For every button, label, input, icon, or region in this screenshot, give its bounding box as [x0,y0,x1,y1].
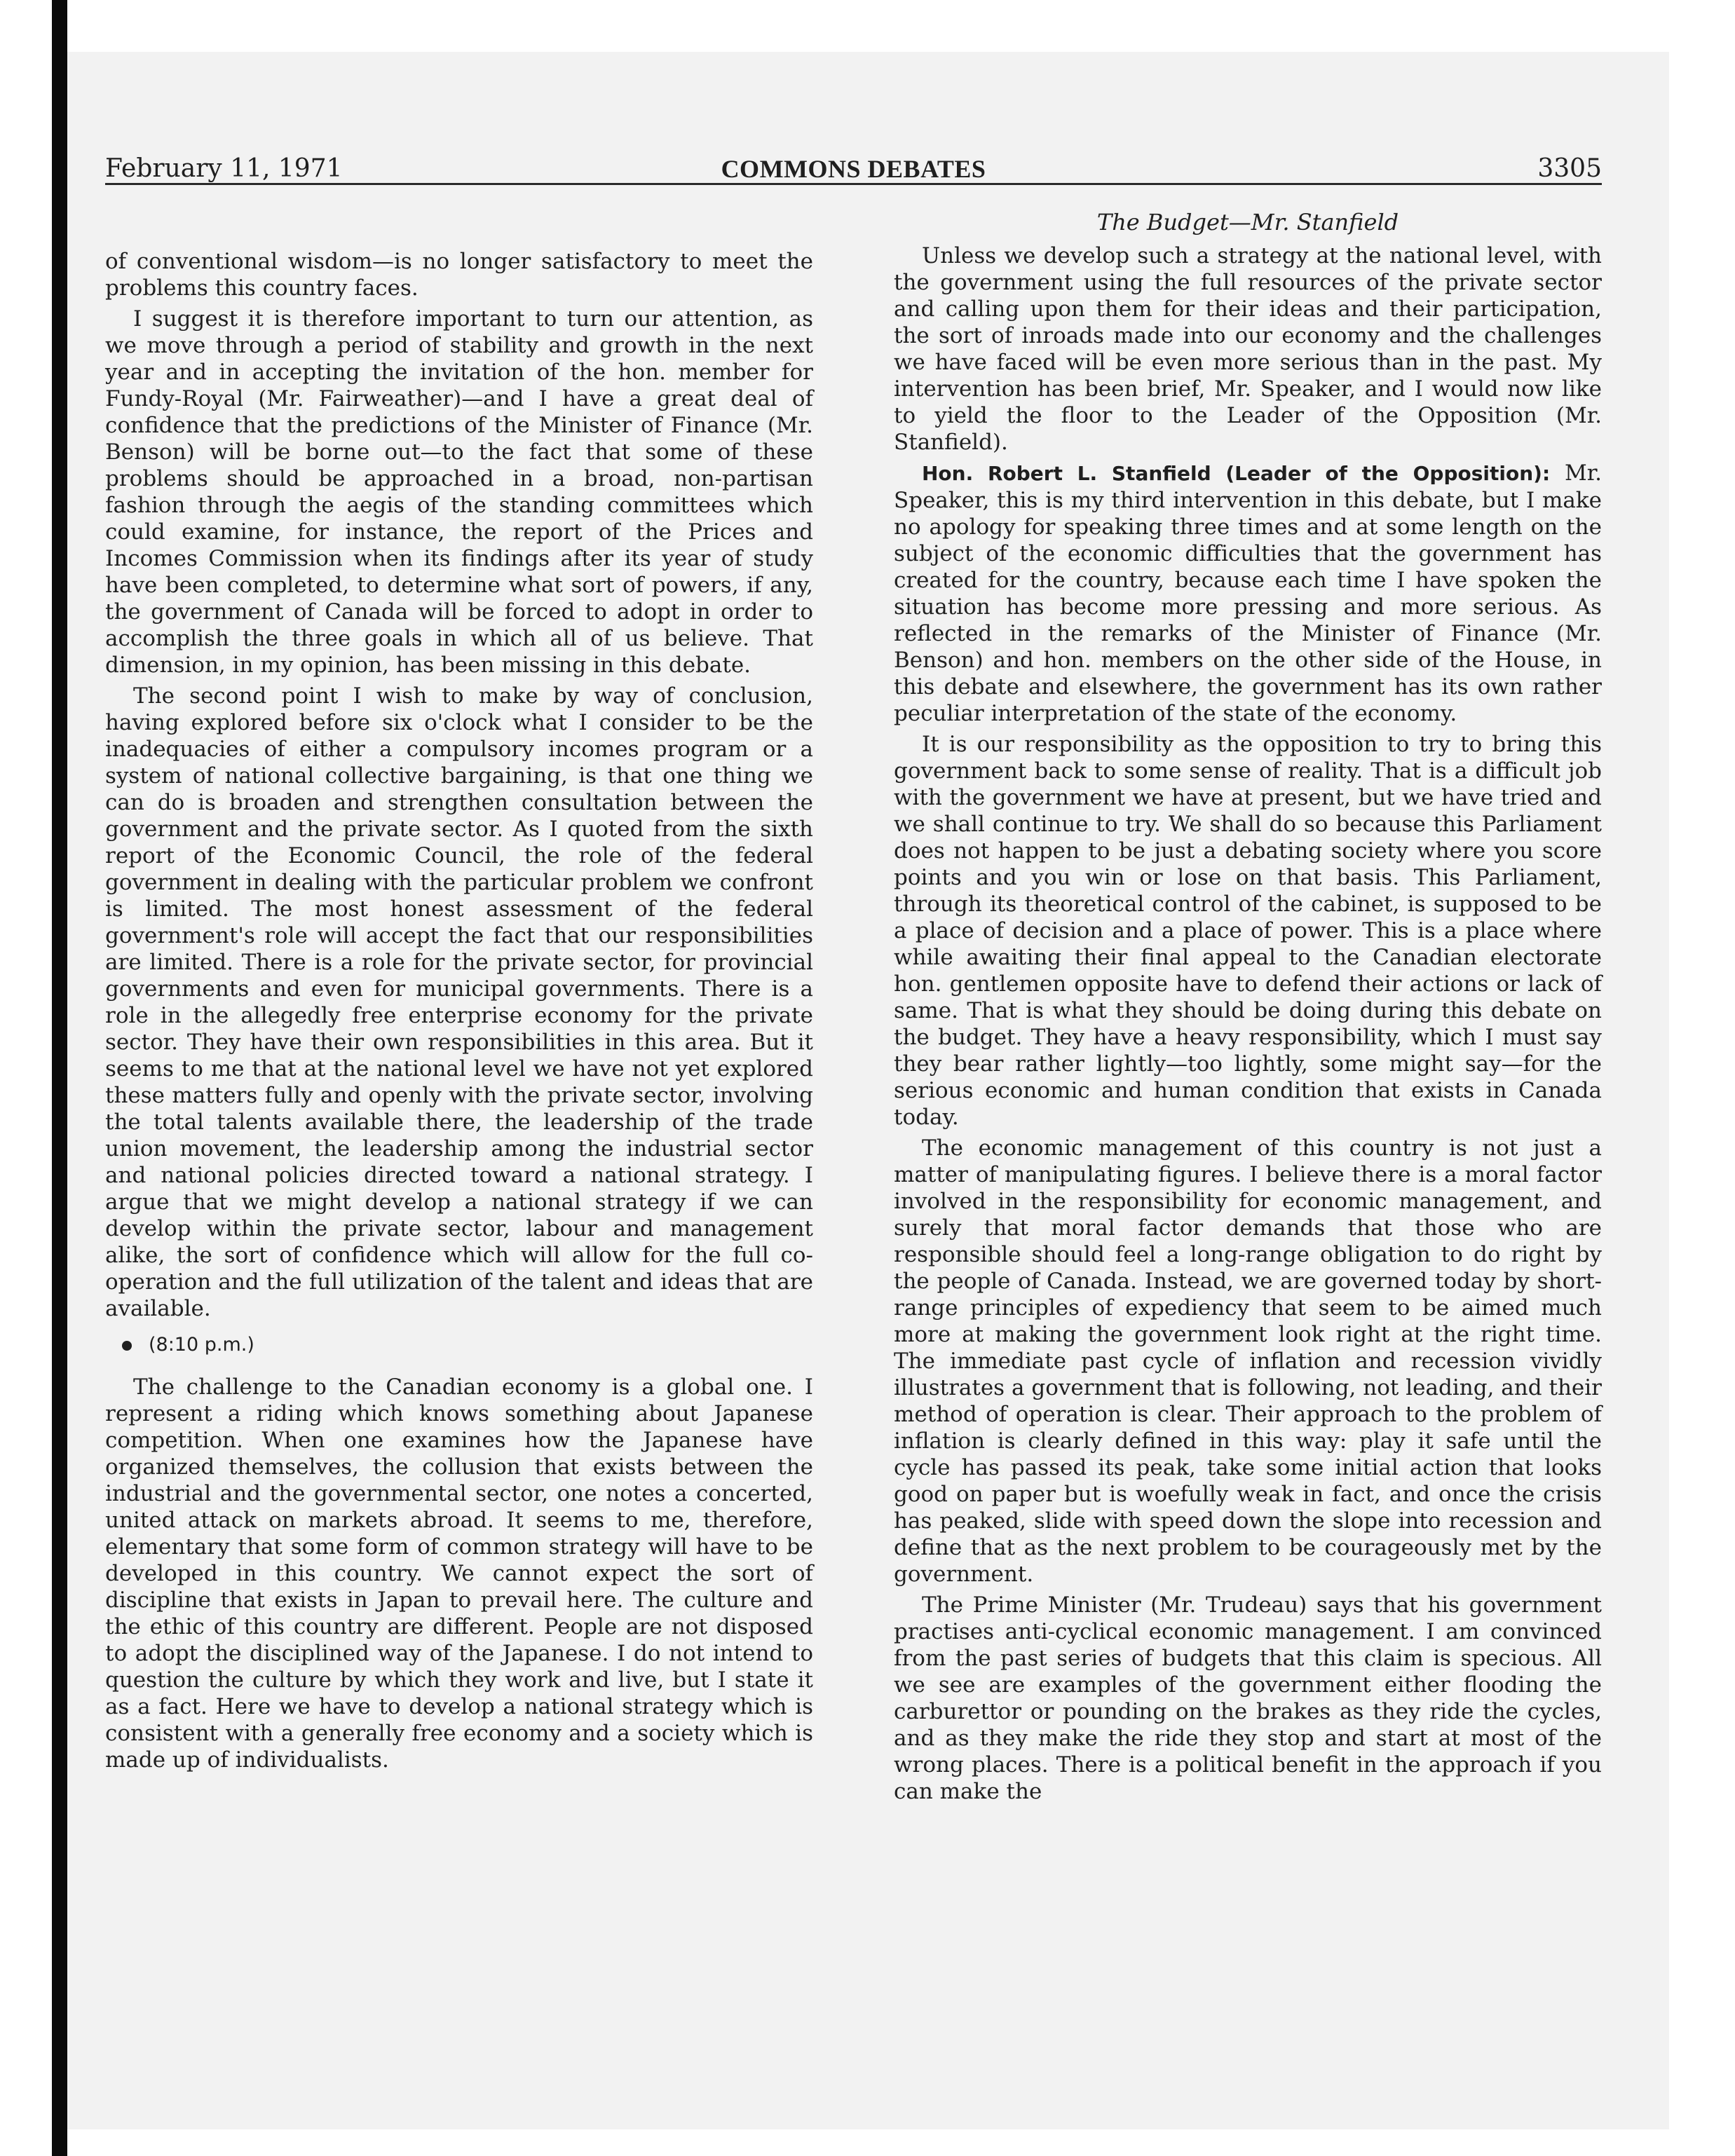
timestamp [122,1332,813,1358]
page-header [105,104,1602,185]
speaker-paragraph [894,460,1602,727]
bullet-icon [122,1341,132,1351]
paragraph: The Prime Minister (Mr. Trudeau) says that his government practises anti-cyclical economic management. I am convinced from the past series of budgets that this claim is specious. All we see are examples of the government either flooding the carburettor or pounding on the brakes as they ride the cycles, and as they make the ride they stop and start at most of the wrong places. There is a political benefit in the approach if you can make the [894,1592,1602,1804]
speaker-name: Hon. Robert L. Stanfield (Leader of the Opposition): [922,462,1551,485]
header-title: COMMONS DEBATES [721,155,986,183]
speaker-text: Mr. Speaker, this is my third intervention in this debate, but I make no apology for speaking three times and at some length on the subject of the economic difficulties that the government has created for the country, because each time I have spoken the situation has become more pressing and more serious. As reflected in the remarks of the Minister of Finance (Mr. Benson) and hon. members on the other side of the House, in this debate and elsewhere, the government has its own rather peculiar interpretation of the state of the economy. [894,460,1602,726]
paragraph: I suggest it is therefore important to turn our attention, as we move through a period of stability and growth in the next year and in accepting the invitation of the hon. member for Fundy-Royal (Mr. Fairweather)—and I have a great deal of confidence that the predictions of the Minister of Finance (Mr. Benson) will be borne out—to the fact that some of these problems should be approached in a broad, non-partisan fashion through the aegis of the standing committees which could examine, for instance, the report of the Prices and Incomes Commission when its findings after its year of study have been completed, to determine what sort of powers, if any, the government of Canada will be forced to adopt in order to accomplish the three goals in which all of us believe. That dimension, in my opinion, has been missing in this debate. [105,306,813,678]
right-column [894,209,1602,1809]
paragraph: The challenge to the Canadian economy is a global one. I represent a riding which knows something about Japanese competition. When one examines how the Japanese have organized themselves, the collusion that exists between the industrial and the governmental sector, one notes a concerted, united attack on markets abroad. It seems to me, therefore, elementary that some form of common strategy will have to be developed in this country. We cannot expect the sort of discipline that exists in Japan to prevail here. The culture and the ethic of this country are different. People are not disposed to adopt the disciplined way of the Japanese. I do not intend to question the culture by which they work and live, but I state it as a fact. Here we have to develop a national strategy which is consistent with a generally free economy and a society which is made up of individualists. [105,1374,813,1773]
timestamp-text: (8:10 p.m.) [149,1334,254,1356]
scan-edge [52,0,67,2156]
paragraph: Unless we develop such a strategy at the national level, with the government using the full resources of the private sector and calling upon them for their ideas and their participation, the sort of inroads made into our economy and the challenges we have faced will be even more serious than in the past. My intervention has been brief, Mr. Speaker, and I would now like to yield the floor to the Leader of the Opposition (Mr. Stanfield). [894,243,1602,455]
header-page-number: 3305 [1537,154,1602,183]
paragraph: It is our responsibility as the opposition to try to bring this government back to some sense of reality. That is a difficult job with the government we have at present, but we have tried and we shall continue to try. We shall do so because this Parliament does not happen to be just a debating society where you score points and you win or lose on that basis. This Parliament, through its theoretical control of the cabinet, is supposed to be a place of decision and a place of power. This is a place where while awaiting their final appeal to the Canadian electorate hon. gentlemen opposite have to defend their actions or lack of same. That is what they should be doing during this debate on the budget. They have a heavy responsibility, which I must say they bear rather lightly—too lightly, some might say—for the serious economic and human condition that exists in Canada today. [894,732,1602,1130]
paragraph: of conventional wisdom—is no longer satisfactory to meet the problems this country faces. [105,249,813,301]
paragraph: The economic management of this country is not just a matter of manipulating figures. I believe there is a moral factor involved in the responsibility for economic management, and surely that moral factor demands that those who are responsible should feel a long-range obligation to do right by the people of Canada. Instead, we are governed today by short-range principles of expediency that seem to be aimed much more at making the government look right at the right time. The immediate past cycle of inflation and recession vividly illustrates a government that is following, not leading, and their method of operation is clear. Their approach to the problem of inflation is clearly defined in this way: play it safe until the cycle has passed its peak, take some initial action that looks good on paper but is woefully weak in fact, and once the crisis has peaked, slide with speed down the slope into recession and define that as the next problem to be courageously met by the government. [894,1135,1602,1587]
left-column [105,248,813,1778]
header-date: February 11, 1971 [105,154,343,183]
paragraph: The second point I wish to make by way of conclusion, having explored before six o'clock what I consider to be the inadequacies of either a compulsory incomes program or a system of national collective bargaining, is that one thing we can do is broaden and strengthen consultation between the government and the private sector. As I quoted from the sixth report of the Economic Council, the role of the federal government in dealing with the particular problem we confront is limited. The most honest assessment of the federal government's role will accept the fact that our responsibilities are limited. There is a role for the private sector, for provincial governments and even for municipal governments. There is a role in the allegedly free enterprise economy for the private sector. They have their own responsibilities in this area. But it seems to me that at the national level we have not yet explored these matters fully and openly with the private sector, involving the total talents available there, the leadership of the trade union movement, the leadership among the industrial sector and national policies directed toward a national strategy. I argue that we might develop a national strategy if we can develop within the private sector, labour and management alike, the sort of confidence which will allow for the full co-operation and the full utilization of the talent and ideas that are available. [105,683,813,1321]
running-head: The Budget—Mr. Stanfield [1096,209,1399,236]
